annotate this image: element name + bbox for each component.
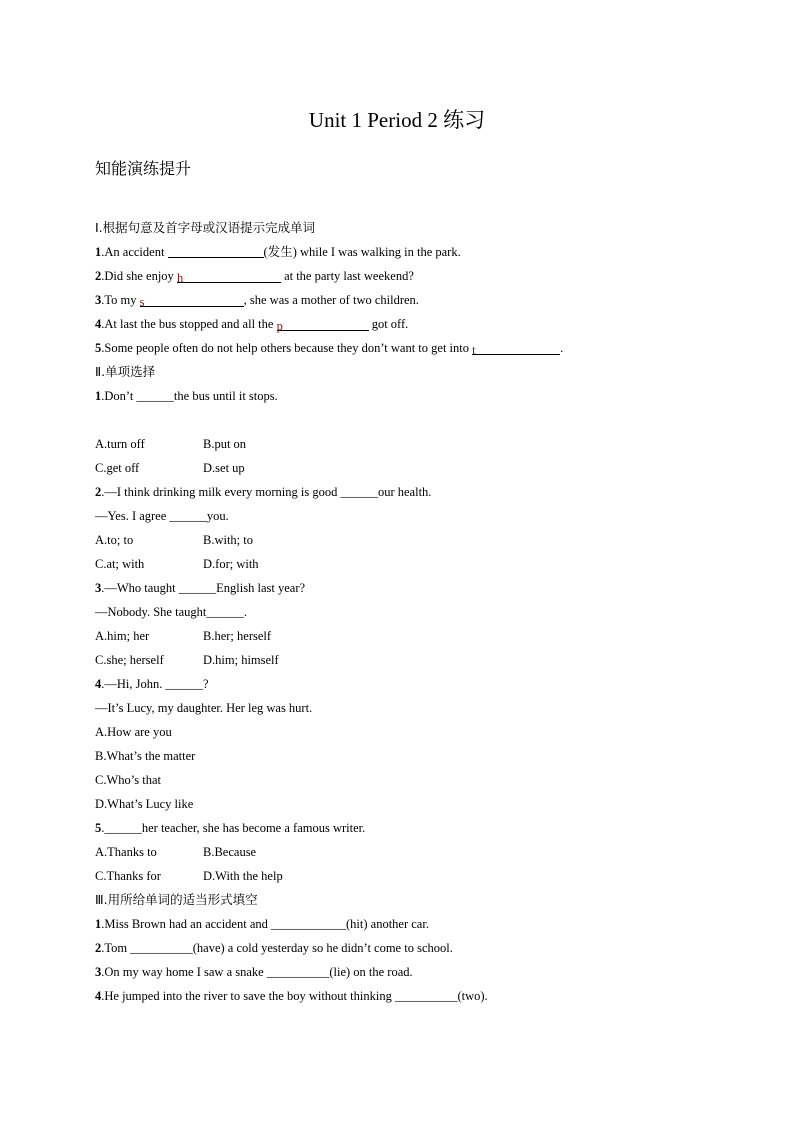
item-number: 3 [95,965,102,979]
item-text: got off. [368,317,409,331]
question-text: .—Hi, John. ______? [101,677,209,691]
answer-blank[interactable] [140,292,244,307]
item-text: .Tom __________(have) a cold yesterday so he didn’t come to school. [101,941,453,955]
option-d[interactable]: D.What’s Lucy like [95,797,194,811]
option-a[interactable]: A.him; her [95,629,150,643]
option-c[interactable]: C.at; with [95,557,145,571]
item-number: 2 [95,269,102,283]
letter-hint: t [472,343,476,357]
option-d[interactable]: D.set up [203,461,245,475]
s2-q2-options-cd [95,554,259,574]
question-number: 1 [95,389,102,403]
s2-q3 [95,578,305,598]
s2-q4-reply: —It’s Lucy, my daughter. Her leg was hurt. [95,701,313,715]
section-1-heading: Ⅰ.根据句意及首字母或汉语提示完成单词 [95,220,316,235]
item-number: 2 [95,941,102,955]
option-d[interactable]: D.With the help [203,869,283,883]
item-number: 4 [95,989,102,1003]
option-d[interactable]: D.him; himself [203,653,279,667]
item-number: 1 [95,245,102,259]
item-text: .Miss Brown had an accident and ____________(hit) another car. [101,917,429,931]
s2-q3-options-ab [95,626,272,646]
item-text: (发生) while I was walking in the park. [263,245,461,259]
option-a[interactable]: A.Thanks to [95,845,157,859]
item-text: .Some people often do not help others because they don’t want to get into [101,341,473,355]
item-text: .Did she enjoy [101,269,177,283]
option-b[interactable]: B.with; to [203,533,254,547]
s2-q1-options-ab [95,434,247,454]
s3-item-4 [95,986,488,1006]
s2-q3-reply: —Nobody. She taught______. [95,605,247,619]
page-title: Unit 1 Period 2 练习 [308,108,486,132]
item-text: .On my way home I saw a snake __________(lie) on the road. [101,965,413,979]
option-c[interactable]: C.Who’s that [95,773,161,787]
s2-q2-options-ab [95,530,254,550]
option-c[interactable]: C.get off [95,461,140,475]
s2-q1-options-cd [95,458,245,478]
s3-item-2 [95,938,453,958]
option-c[interactable]: C.she; herself [95,653,164,667]
s2-q4 [95,674,209,694]
s3-item-1 [95,914,429,934]
item-text: .He jumped into the river to save the boy without thinking __________(two). [101,989,488,1003]
s2-q3-options-cd [95,650,279,670]
s1-item-4 [95,314,408,334]
question-number: 5 [95,821,102,835]
answer-blank[interactable] [168,243,264,258]
option-c[interactable]: C.Thanks for [95,869,161,883]
question-text: .—Who taught ______English last year? [101,581,306,595]
item-number: 3 [95,293,102,307]
question-text: .Don’t ______the bus until it stops. [101,389,278,403]
s2-q1 [95,386,278,406]
question-number: 2 [95,485,102,499]
option-b[interactable]: B.put on [203,437,247,451]
option-a[interactable]: A.to; to [95,533,134,547]
s2-q5 [95,818,365,838]
question-text: .______her teacher, she has become a famous writer. [101,821,366,835]
item-text: at the party last weekend? [280,269,414,283]
answer-blank[interactable] [177,268,281,283]
letter-hint: h [176,271,184,285]
s1-item-1 [95,242,461,262]
question-number: 3 [95,581,102,595]
section-2-heading: Ⅱ.单项选择 [95,364,156,379]
answer-blank[interactable] [472,340,560,355]
s1-item-2 [95,266,414,286]
option-b[interactable]: B.her; herself [203,629,272,643]
s2-q2-reply: —Yes. I agree ______you. [95,509,229,523]
s2-q2 [95,482,431,502]
s1-item-3 [95,290,419,310]
letter-hint: p [276,319,283,333]
question-text: .—I think drinking milk every morning is good ______our health. [101,485,432,499]
s3-item-3 [95,962,413,982]
item-number: 5 [95,341,102,355]
s2-q5-options-ab [95,842,257,862]
item-text: . [560,341,564,355]
option-b[interactable]: B.Because [203,845,257,859]
option-a[interactable]: A.turn off [95,437,145,451]
item-text: .To my [101,293,140,307]
page-subtitle: 知能演练提升 [95,159,192,178]
item-number: 1 [95,917,102,931]
item-number: 4 [95,317,102,331]
item-text: .At last the bus stopped and all the [101,317,277,331]
letter-hint: s [139,295,145,309]
s1-item-5 [95,338,563,358]
option-a[interactable]: A.How are you [95,725,172,739]
question-number: 4 [95,677,102,691]
option-b[interactable]: B.What’s the matter [95,749,196,763]
item-text: , she was a mother of two children. [243,293,419,307]
s2-q5-options-cd [95,866,283,886]
answer-blank[interactable] [277,316,369,331]
option-d[interactable]: D.for; with [203,557,259,571]
item-text: .An accident [101,245,168,259]
section-3-heading: Ⅲ.用所给单词的适当形式填空 [95,892,258,907]
